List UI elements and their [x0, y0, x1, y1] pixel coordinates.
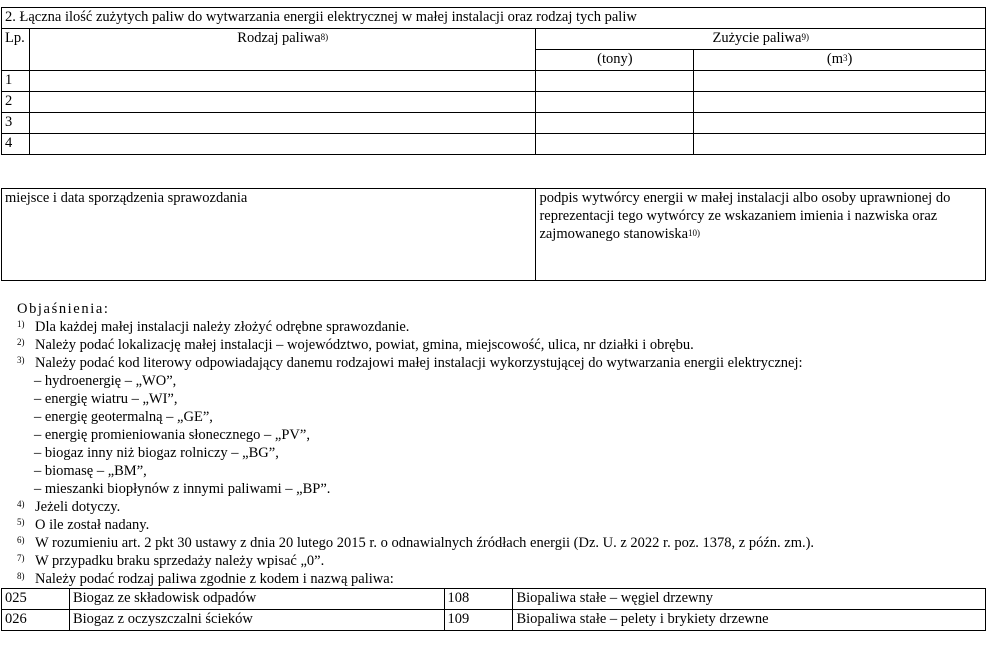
note-3-item: – hydroenergię – „WO”, [34, 373, 177, 389]
signer-field[interactable]: podpis wytwórcy energii w małej instalacji albo osoby uprawnionej do reprezentacji tego wytwórcy ze wskazaniem imienia i nazwiska oraz zajmowanego stanowiska$^{10)}$ [536, 189, 986, 281]
note-2: 2) Należy podać lokalizację małej instalacji – województwo, powiat, gmina, miejscowość, ulica, nr działki i obrębu. [17, 337, 694, 353]
fuel-name: Biogaz z oczyszczalni ścieków [69, 610, 444, 631]
place-date-label: miejsce i data sporządzenia sprawozdania [5, 190, 248, 206]
consumption-header: Zużycie paliwa$^{9)}$ [536, 29, 986, 50]
fuel-type-cell[interactable] [29, 113, 535, 134]
table-row [2, 134, 986, 155]
fuel-code: 109 [444, 610, 513, 631]
note-3-item: – energię wiatru – „WI”, [34, 391, 178, 407]
fuel-consumption-table [1, 7, 986, 155]
table-row [2, 589, 986, 610]
note-1: 1) Dla każdej małej instalacji należy złożyć odrębne sprawozdanie. [17, 319, 410, 335]
signer-label: podpis wytwórcy energii w małej instalacji albo osoby uprawnionej do reprezentacji tego wytwórcy ze wskazaniem imienia i nazwiska oraz zajmowanego stanowiska [539, 190, 951, 242]
tons-cell[interactable] [536, 71, 694, 92]
fuel-type-cell[interactable] [29, 134, 535, 155]
row-number: 4 [2, 134, 30, 155]
note-5: 5) O ile został nadany. [17, 517, 150, 533]
m3-cell[interactable] [694, 134, 986, 155]
signature-table [1, 188, 986, 281]
signature-row [2, 189, 986, 281]
table-row [2, 92, 986, 113]
table-row [2, 113, 986, 134]
note-4: 4) Jeżeli dotyczy. [17, 499, 121, 515]
note-8: 8) Należy podać rodzaj paliwa zgodnie z kodem i nazwą paliwa: [17, 571, 394, 587]
table-row [2, 71, 986, 92]
note-3-item: – biogaz inny niż biogaz rolniczy – „BG”, [34, 445, 279, 461]
header-row [2, 29, 986, 50]
fuel-code: 026 [2, 610, 70, 631]
section-title-row [2, 8, 986, 29]
fuel-type-cell[interactable] [29, 92, 535, 113]
tons-cell[interactable] [536, 134, 694, 155]
fuel-type-header: Rodzaj paliwa$^{8)}$ [29, 29, 535, 71]
fuel-code: 025 [2, 589, 70, 610]
fuel-name: Biopaliwa stałe – węgiel drzewny [513, 589, 986, 610]
tons-cell[interactable] [536, 92, 694, 113]
note-3-item: – energię promieniowania słonecznego – „PV”, [34, 427, 310, 443]
explanations [17, 300, 977, 588]
m3-cell[interactable] [694, 71, 986, 92]
unit-m3: $(m^3)$ [694, 50, 986, 71]
note-3-item: – mieszanki biopłynów z innymi paliwami – „BP”. [34, 481, 331, 497]
note-6: 6) W rozumieniu art. 2 pkt 30 ustawy z dnia 20 lutego 2015 r. o odnawialnych źródłach energii (Dz. U. z 2022 r. poz. 1378, z późn. zm.). [17, 535, 815, 551]
m3-cell[interactable] [694, 92, 986, 113]
tons-cell[interactable] [536, 113, 694, 134]
note-3-item: – biomasę – „BM”, [34, 463, 147, 479]
note-7: 7) W przypadku braku sprzedaży należy wpisać „0”. [17, 553, 325, 569]
section-title: 2. Łączna ilość zużytych paliw do wytwarzania energii elektrycznej w małej instalacji oraz rodzaj tych paliw [2, 8, 986, 29]
m3-cell[interactable] [694, 113, 986, 134]
row-number: 3 [2, 113, 30, 134]
fuel-code: 108 [444, 589, 513, 610]
row-number: 1 [2, 71, 30, 92]
fuel-codes-table [1, 588, 986, 631]
table-row [2, 610, 986, 631]
fuel-name: Biopaliwa stałe – pelety i brykiety drzewne [513, 610, 986, 631]
note-3: 3) Należy podać kod literowy odpowiadający danemu rodzajowi małej instalacji wykorzystującej do wytwarzania energii elektrycznej: [17, 355, 803, 371]
note-3-item: – energię geotermalną – „GE”, [34, 409, 213, 425]
unit-tons: (tony) [536, 50, 694, 71]
row-number: 2 [2, 92, 30, 113]
explanations-title: Objaśnienia: [17, 301, 110, 317]
fuel-name: Biogaz ze składowisk odpadów [69, 589, 444, 610]
fuel-type-cell[interactable] [29, 71, 535, 92]
lp-header: Lp. [2, 29, 30, 71]
place-date-field[interactable] [2, 189, 536, 281]
